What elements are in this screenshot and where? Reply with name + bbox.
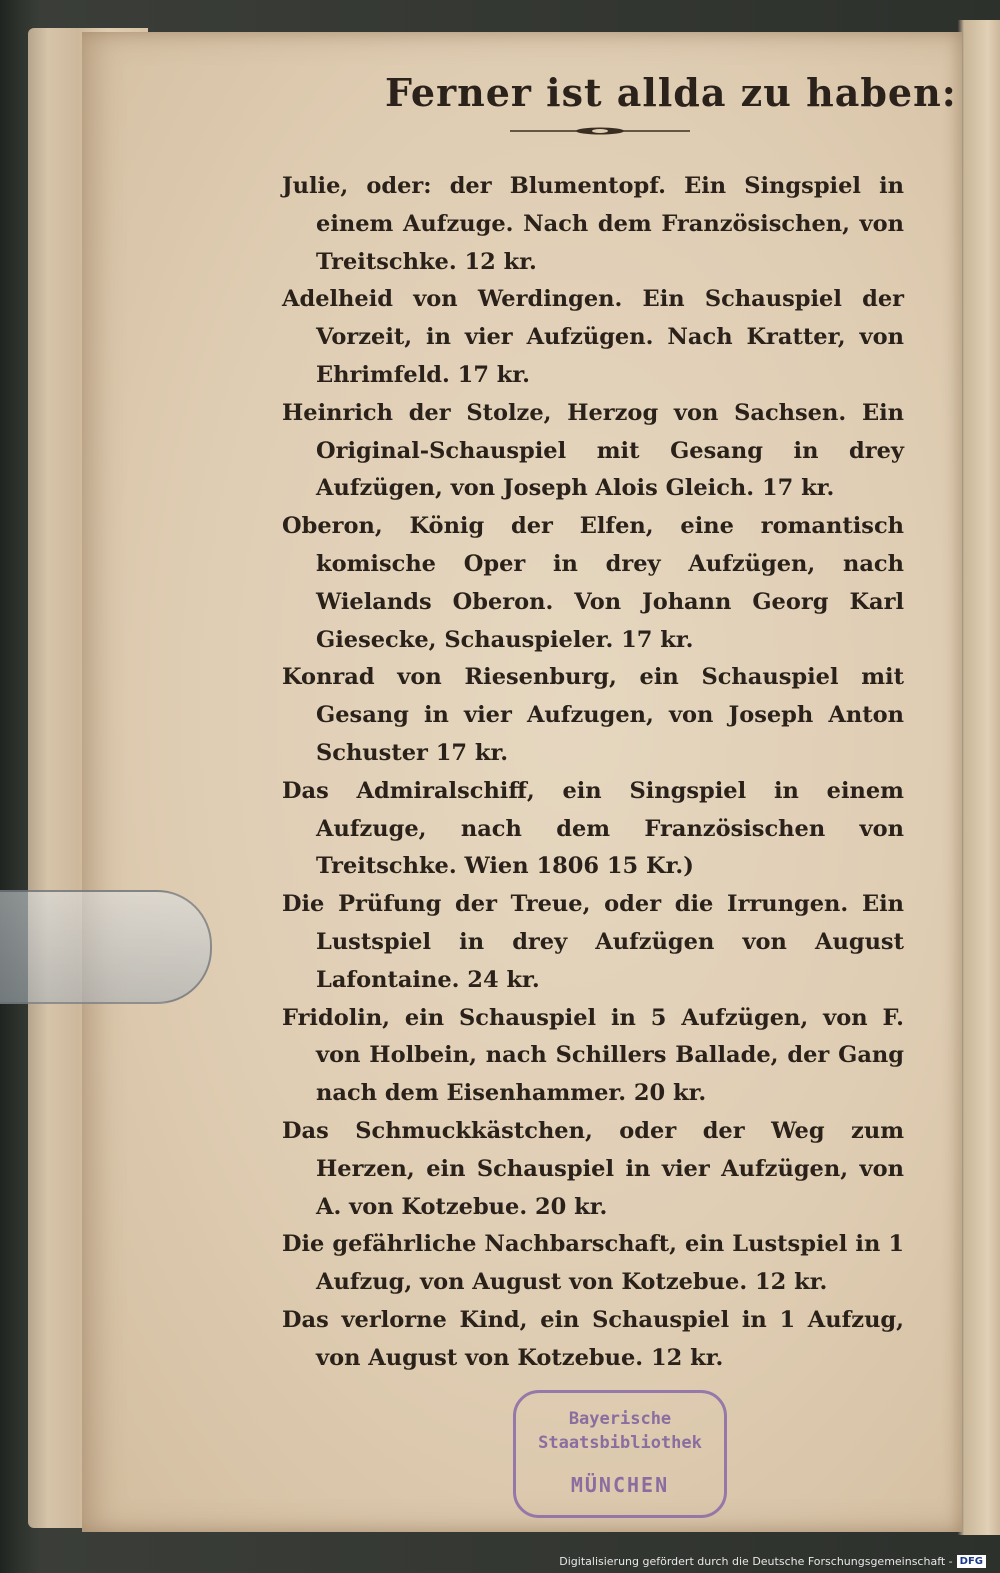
ornamental-rule [510, 127, 690, 135]
stamp-line-2: Staatsbibliothek [538, 1433, 702, 1453]
stamp-line-1: Bayerische [568, 1409, 672, 1429]
library-stamp [513, 1390, 727, 1518]
list-item: Konrad von Riesenburg, ein Schauspiel mit Gesang in vier Aufzugen, von Joseph Anton Schuster 17 kr. [282, 664, 904, 766]
list-item: Fridolin, ein Schauspiel in 5 Aufzügen, von F. von Holbein, nach Schillers Ballade, der Gang nach dem Eisenhammer. 20 kr. [282, 1004, 904, 1107]
list-item: Oberon, König der Elfen, eine romantisch komische Oper in drey Aufzügen, nach Wielands Oberon. Von Johann Georg Karl Giesecke, Schauspieler. 17 kr. [282, 513, 904, 653]
advertisement-list [282, 168, 904, 1378]
scanner-clamp [0, 890, 212, 1004]
list-item: Julie, oder: der Blumentopf. Ein Singspiel in einem Aufzuge. Nach dem Französischen, von Treitschke. 12 kr. [282, 173, 904, 275]
list-item: Adelheid von Werdingen. Ein Schauspiel der Vorzeit, in vier Aufzügen. Nach Kratter, von Ehrimfeld. 17 kr. [282, 286, 904, 388]
book-spine-edge [958, 20, 1000, 1535]
list-item: Die Prüfung der Treue, oder die Irrungen. Ein Lustspiel in drey Aufzügen von August Lafontaine. 24 kr. [282, 891, 904, 993]
dfg-logo-icon: DFG [957, 1555, 986, 1568]
page-heading: Ferner ist allda zu haben: [385, 70, 957, 115]
credit-text: Digitalisierung gefördert durch die Deutsche Forschungsgemeinschaft - [559, 1554, 953, 1568]
list-item: Heinrich der Stolze, Herzog von Sachsen. Ein Original-Schauspiel mit Gesang in drey Aufzügen, von Joseph Alois Gleich. 17 kr. [282, 399, 904, 502]
list-item: Das Schmuckkästchen, oder der Weg zum Herzen, ein Schauspiel in vier Aufzügen, von A. von Kotzebue. 20 kr. [282, 1117, 904, 1220]
stamp-line-3: MÜNCHEN [570, 1473, 670, 1497]
digitization-credit [559, 1553, 986, 1569]
list-item: Die gefährliche Nachbarschaft, ein Lustspiel in 1 Aufzug, von August von Kotzebue. 12 kr. [282, 1231, 904, 1296]
list-item: Das verlorne Kind, ein Schauspiel in 1 Aufzug, von August von Kotzebue. 12 kr. [282, 1306, 904, 1371]
list-item: Das Admiralschiff, ein Singspiel in einem Aufzuge, nach dem Französischen von Treitschke. Wien 1806 15 Kr.) [282, 777, 904, 880]
